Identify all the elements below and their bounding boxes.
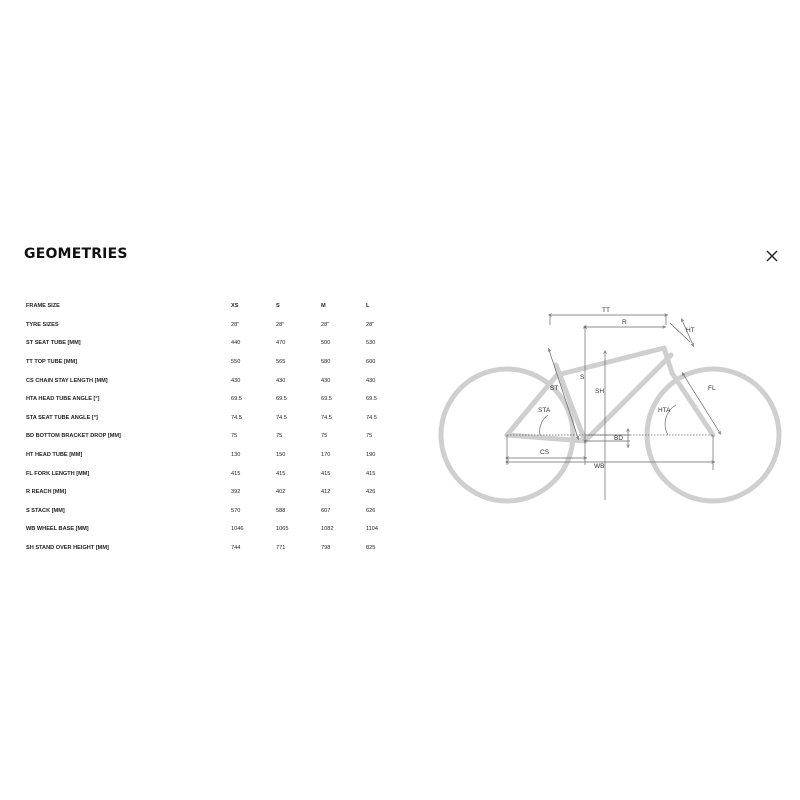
row-value: 440 xyxy=(231,340,241,347)
row-value: 1082 xyxy=(321,526,334,533)
row-label: FL FORK LENGTH [MM] xyxy=(26,470,90,477)
row-label: STA SEAT TUBE ANGLE [°] xyxy=(26,414,98,421)
frame-size-header: FRAME SIZE xyxy=(26,303,60,310)
row-label: TT TOP TUBE [MM] xyxy=(26,359,78,366)
row-value: 74.5 xyxy=(321,414,332,421)
row-value: 600 xyxy=(366,359,376,366)
row-value: 69.5 xyxy=(366,396,377,403)
row-value: 771 xyxy=(276,545,286,552)
row-value: 430 xyxy=(321,377,331,384)
table-row xyxy=(26,539,411,558)
s-label: S xyxy=(580,374,585,381)
table-row xyxy=(26,316,411,335)
table-header-row xyxy=(26,297,411,316)
wb-label: WB xyxy=(594,463,605,470)
row-value: 402 xyxy=(276,489,286,496)
row-value: 607 xyxy=(321,507,331,514)
row-value: 170 xyxy=(321,452,331,459)
row-value: 430 xyxy=(231,377,241,384)
row-value: 744 xyxy=(231,545,241,552)
row-value: 426 xyxy=(366,489,376,496)
row-label: HTA HEAD TUBE ANGLE [°] xyxy=(26,396,100,403)
row-value: 588 xyxy=(276,507,286,514)
row-value: 74.5 xyxy=(366,414,377,421)
row-value: 75 xyxy=(231,433,238,440)
row-value: 415 xyxy=(366,470,376,477)
table-row xyxy=(26,390,411,409)
page-title: GEOMETRIES xyxy=(24,246,128,262)
size-header: S xyxy=(276,303,280,310)
row-value: 415 xyxy=(276,470,286,477)
table-row xyxy=(26,353,411,372)
row-label: CS CHAIN STAY LENGTH [MM] xyxy=(26,377,108,384)
row-value: 798 xyxy=(321,545,331,552)
row-value: 75 xyxy=(366,433,373,440)
row-value: 500 xyxy=(321,340,331,347)
row-value: 415 xyxy=(321,470,331,477)
row-value: 392 xyxy=(231,489,241,496)
hta-label: HTA xyxy=(658,407,671,414)
row-label: HT HEAD TUBE [MM] xyxy=(26,452,83,459)
row-value: 69.5 xyxy=(276,396,287,403)
row-value: 69.5 xyxy=(321,396,332,403)
row-value: 150 xyxy=(276,452,286,459)
row-value: 580 xyxy=(321,359,331,366)
sta-label: STA xyxy=(538,407,551,414)
fl-label: FL xyxy=(708,385,716,392)
ht-label: HT xyxy=(686,327,695,334)
row-value: 570 xyxy=(231,507,241,514)
row-value: 412 xyxy=(321,489,331,496)
tt-label: TT xyxy=(602,307,610,314)
close-icon xyxy=(762,246,782,266)
row-label: BD BOTTOM BRACKET DROP [MM] xyxy=(26,433,121,440)
geometry-table xyxy=(26,297,411,557)
row-label: ST SEAT TUBE [MM] xyxy=(26,340,81,347)
bike-geometry-diagram xyxy=(430,290,790,520)
row-value: 28" xyxy=(366,321,375,328)
row-value: 1046 xyxy=(231,526,244,533)
row-value: 75 xyxy=(276,433,283,440)
row-value: 74.5 xyxy=(231,414,242,421)
table-row xyxy=(26,371,411,390)
row-label: S STACK [MM] xyxy=(26,507,65,514)
row-label: TYRE SIZES xyxy=(26,321,59,328)
row-value: 530 xyxy=(366,340,376,347)
row-value: 430 xyxy=(276,377,286,384)
row-value: 28" xyxy=(276,321,285,328)
row-label: R REACH [MM] xyxy=(26,489,67,496)
row-value: 430 xyxy=(366,377,376,384)
row-value: 190 xyxy=(366,452,376,459)
bd-label: BD xyxy=(614,435,624,442)
table-row xyxy=(26,483,411,502)
sh-label: SH xyxy=(595,388,605,395)
row-value: 69.5 xyxy=(231,396,242,403)
row-value: 626 xyxy=(366,507,376,514)
row-label: SH STAND OVER HEIGHT [MM] xyxy=(26,545,109,552)
size-header: XS xyxy=(231,303,239,310)
row-value: 74.5 xyxy=(276,414,287,421)
row-value: 415 xyxy=(231,470,241,477)
row-value: 565 xyxy=(276,359,286,366)
st-label: ST xyxy=(550,385,559,392)
size-header: L xyxy=(366,303,370,310)
row-value: 825 xyxy=(366,545,376,552)
row-value: 130 xyxy=(231,452,241,459)
row-value: 550 xyxy=(231,359,241,366)
size-header: M xyxy=(321,303,326,310)
table-row xyxy=(26,427,411,446)
table-row xyxy=(26,520,411,539)
table-row xyxy=(26,446,411,465)
frame xyxy=(507,348,713,441)
table-row xyxy=(26,334,411,353)
cs-label: CS xyxy=(540,449,550,456)
close-button[interactable] xyxy=(762,246,782,266)
row-label: WB WHEEL BASE [MM] xyxy=(26,526,89,533)
table-row xyxy=(26,502,411,521)
table-row xyxy=(26,464,411,483)
row-value: 1065 xyxy=(276,526,289,533)
row-value: 28" xyxy=(321,321,330,328)
table-row xyxy=(26,409,411,428)
row-value: 75 xyxy=(321,433,328,440)
r-label: R xyxy=(622,319,627,326)
row-value: 1104 xyxy=(366,526,379,533)
row-value: 470 xyxy=(276,340,286,347)
row-value: 28" xyxy=(231,321,240,328)
